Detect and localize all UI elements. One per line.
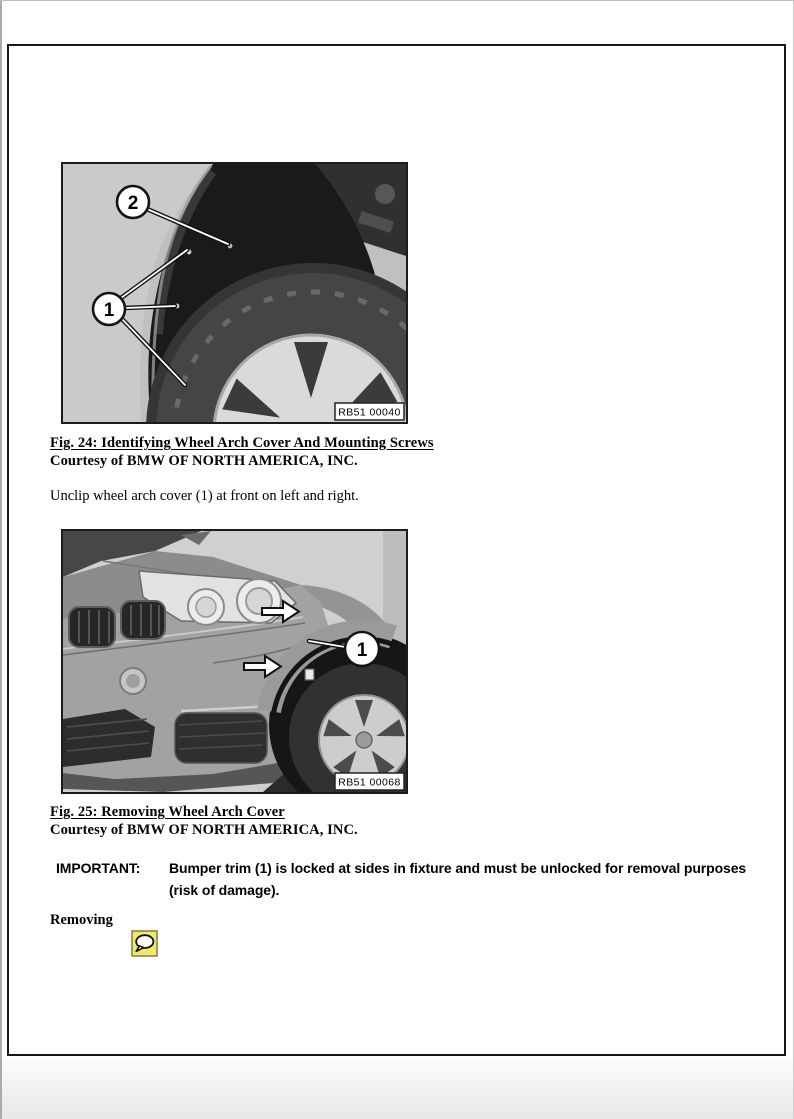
- instruction-paragraph: Unclip wheel arch cover (1) at front on left and right.: [50, 488, 359, 504]
- manual-page: [7, 44, 786, 1056]
- center-air-intake: [175, 713, 267, 763]
- figure-24-caption: [50, 434, 434, 470]
- figure-24-courtesy: Courtesy of BMW OF NORTH AMERICA, INC.: [50, 453, 358, 469]
- image-reference-text: RB51 00068: [338, 776, 401, 789]
- speech-bubble-icon: [131, 930, 158, 957]
- callout-2-badge: [117, 186, 149, 218]
- figure-24-title: Fig. 24: Identifying Wheel Arch Cover And Mounting Screws: [50, 435, 434, 451]
- image-reference-label: [335, 403, 404, 420]
- note-annotation-icon[interactable]: [131, 930, 158, 957]
- bumper-removal-photo: [63, 531, 406, 792]
- callout-1-number: 1: [103, 300, 115, 321]
- callout-1-badge: [93, 293, 125, 325]
- important-text: Bumper trim (1) is locked at sides in fixture and must be unlocked for removal purposes (risk of damage).: [169, 860, 747, 898]
- callout-1-badge: [345, 632, 379, 666]
- figure-25-caption: [50, 803, 358, 839]
- figure-25-courtesy: Courtesy of BMW OF NORTH AMERICA, INC.: [50, 822, 358, 838]
- viewer-background: [2, 1058, 793, 1119]
- removing-heading: Removing: [50, 912, 113, 928]
- figure-25-title: Fig. 25: Removing Wheel Arch Cover: [50, 804, 285, 820]
- image-reference-label: [335, 773, 404, 790]
- important-notice: [56, 858, 757, 901]
- callout-1-number: 1: [356, 640, 368, 661]
- figure-24-image: [61, 162, 408, 424]
- bumper-clip: [305, 669, 314, 680]
- callout-2-number: 2: [127, 193, 139, 214]
- image-reference-text: RB51 00040: [338, 406, 401, 419]
- figure-25-image: [61, 529, 408, 794]
- important-label: IMPORTANT:: [56, 860, 141, 876]
- wheel-arch-photo: [63, 164, 406, 422]
